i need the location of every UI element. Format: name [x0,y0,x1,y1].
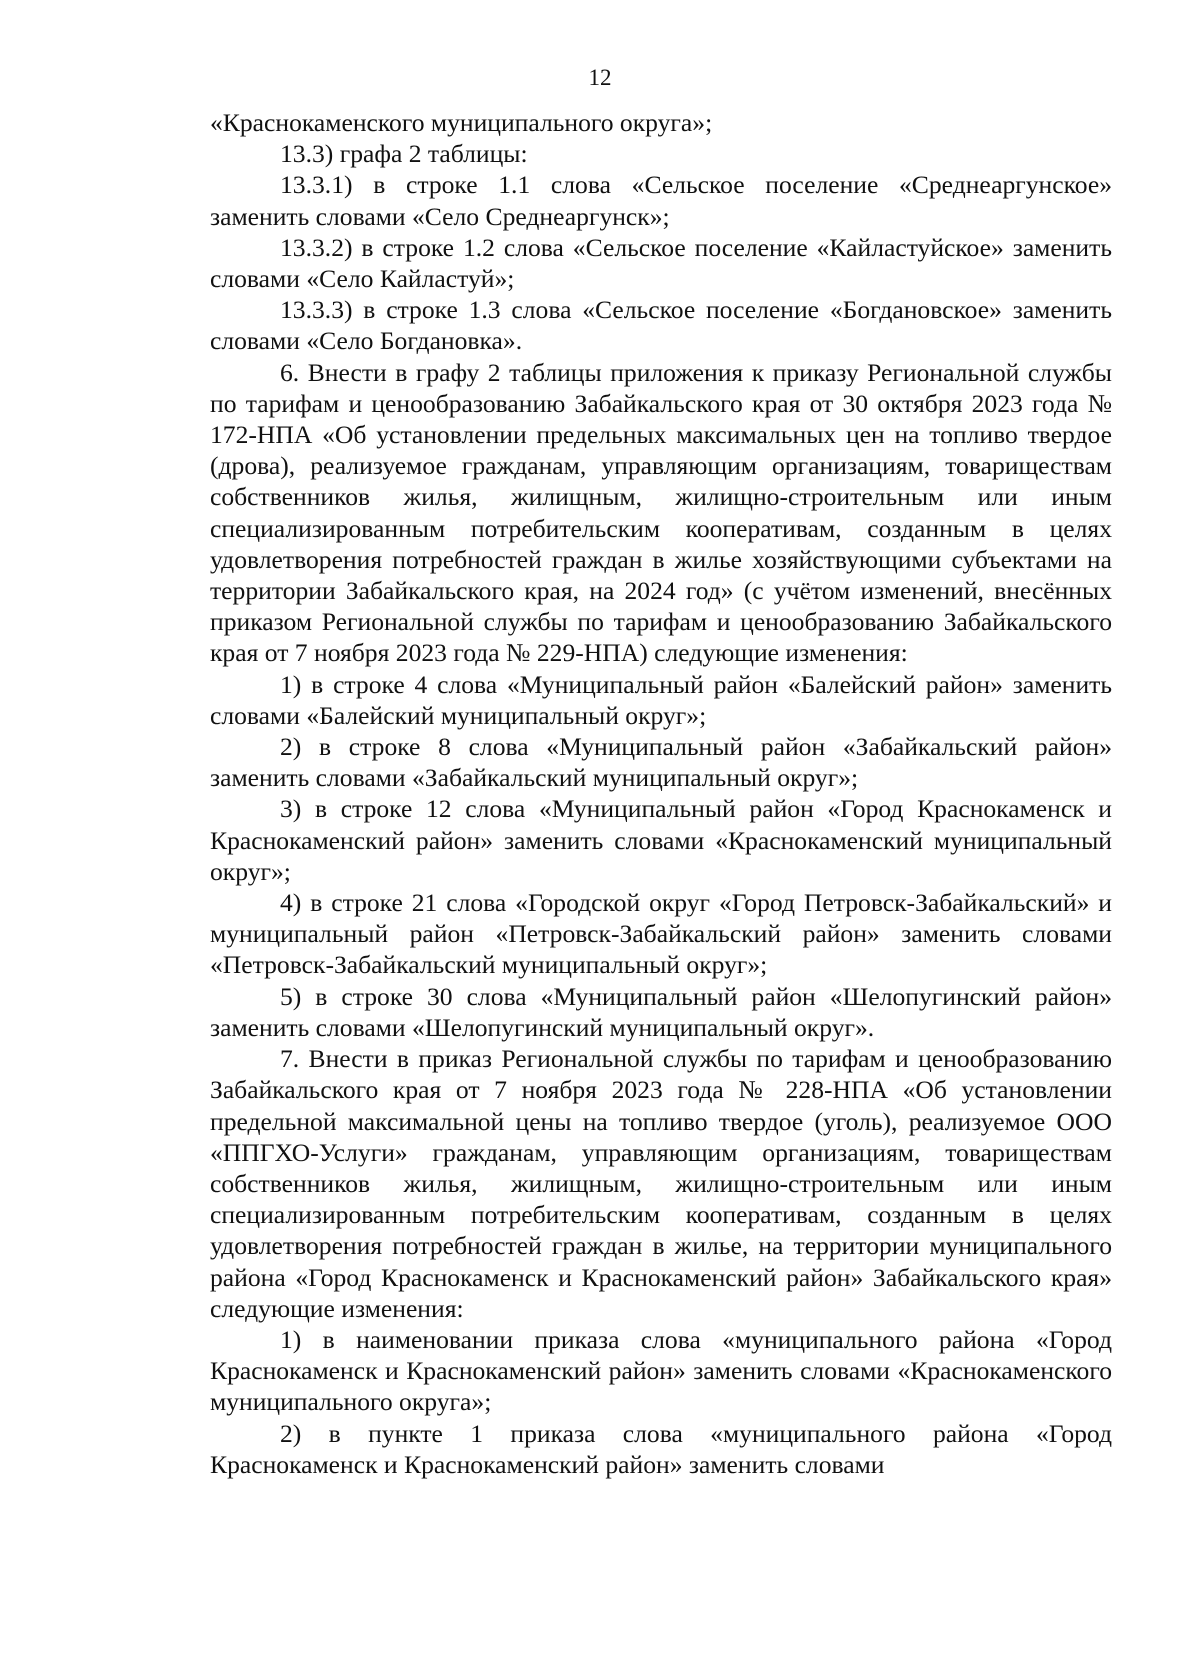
page-number: 12 [588,65,612,90]
document-body [210,107,1112,1480]
paragraph-12: 7. Внести в приказ Региональной службы по тарифам и ценообразованию Забайкальского края от 7 ноября 2023 года № 228-НПА «Об установлении предельной максимальной цены на топливо твердое (уголь), реализуемое ООО «ППГХО-Услуги» гражданам, управляющим организациям, товариществам собственников жилья, жилищным, жилищно-строительным или иным специализированным потребительским кооперативам, созданным в целях удовлетворения потребностей граждан в жилье, на территории муниципального района «Город Краснокаменск и Краснокаменский район» Забайкальского края» следующие изменения: [210,1044,1112,1323]
paragraph-7: 1) в строке 4 слова «Муниципальный район «Балейский район» заменить словами «Балейский муниципальный округ»; [210,669,1112,730]
paragraph-8: 2) в строке 8 слова «Муниципальный район «Забайкальский район» заменить словами «Забайкальский муниципальный округ»; [210,732,1112,793]
paragraph-2: 13.3) графа 2 таблицы: [280,139,528,169]
paragraph-13: 1) в наименовании приказа слова «муниципального района «Город Краснокаменск и Краснокаменский район» заменить словами «Краснокаменского муниципального округа»; [210,1324,1112,1417]
paragraph-9: 3) в строке 12 слова «Муниципальный район «Город Краснокаменск и Краснокаменский район» заменить словами «Краснокаменский муниципальный округ»; [210,794,1112,886]
paragraph-14: 2) в пункте 1 приказа слова «муниципального района «Город Краснокаменск и Краснокаменский район» заменить словами [210,1418,1112,1479]
paragraph-4: 13.3.2) в строке 1.2 слова «Сельское поселение «Кайластуйское» заменить словами «Село Кайластуй»; [210,232,1112,294]
paragraph-10: 4) в строке 21 слова «Городской округ «Город Петровск-Забайкальский» и муниципальный район «Петровск-Забайкальский район» заменить словами «Петровск-Забайкальский муниципальный округ»; [210,888,1112,980]
paragraph-1: «Краснокаменского муниципального округа»; [210,108,713,137]
paragraph-11: 5) в строке 30 слова «Муниципальный район «Шелопугинский район» заменить словами «Шелопугинский муниципальный округ». [210,981,1112,1042]
paragraph-6: 6. Внести в графу 2 таблицы приложения к приказу Региональной службы по тарифам и ценообразованию Забайкальского края от 30 октября 2023 года № 172-НПА «Об установлении предельных максимальных цен на топливо твердое (дрова), реализуемое гражданам, управляющим организациям, товариществам собственников жилья, жилищным, жилищно-строительным или иным специализированным потребительским кооперативам, созданным в целях удовлетворения потребностей граждан в жилье хозяйствующими субъектами на территории Забайкальского края, на 2024 год» (с учётом изменений, внесённых приказом Региональной службы по тарифам и ценообразованию Забайкальского края от 7 ноября 2023 года № 229-НПА) следующие изменения: [210,357,1112,668]
paragraph-3: 13.3.1) в строке 1.1 слова «Сельское поселение «Среднеаргунское» заменить словами «Село Среднеаргунск»; [210,170,1112,231]
paragraph-5: 13.3.3) в строке 1.3 слова «Сельское поселение «Богдановское» заменить словами «Село Богдановка». [210,295,1112,356]
